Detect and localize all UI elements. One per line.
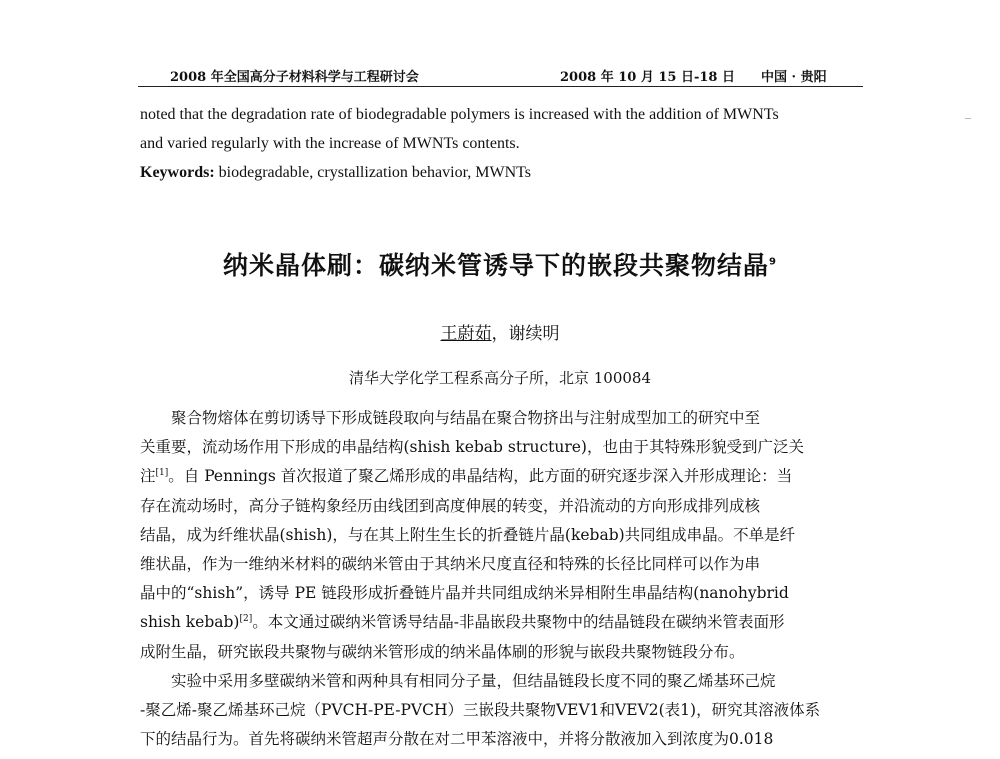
affiliation: 清华大学化学工程系高分子所，北京 100084 [348, 369, 652, 387]
scan-mark [965, 118, 971, 119]
author-separator: ， [491, 324, 509, 344]
body-text [140, 404, 862, 754]
conference-date-location: 2008 年 10 月 15 日-18 日 中国 · 贵阳 [560, 70, 827, 85]
keywords-text: biodegradable, crystallization behavior, MWNTs [214, 164, 532, 181]
english-abstract-tail [140, 100, 870, 187]
body-line: 注[1]。自 Pennings 首次报道了聚乙烯形成的串晶结构，此方面的研究逐步深入并形成理论：当 [140, 467, 793, 486]
body-line: shish kebab)[2]。本文通过碳纳米管诱导结晶-非晶嵌段共聚物中的结晶链段在碳纳米管表面形 [140, 613, 785, 632]
body-line: 晶中的“shish”，诱导 PE 链段形成折叠链片晶并共同组成纳米异相附生串晶结构(nanohybrid [140, 584, 789, 603]
body-line: -聚乙烯-聚乙烯基环己烷（PVCH-PE-PVCH）三嵌段共聚物VEV1和VEV2(表1)，研究其溶液体系 [140, 701, 821, 720]
title-text: 纳米晶体刷：碳纳米管诱导下的嵌段共聚物结晶 [223, 251, 770, 280]
conference-name: 2008 年全国高分子材料科学与工程研讨会 [170, 70, 419, 85]
header-rule [138, 86, 863, 87]
body-line: 下的结晶行为。首先将碳纳米管超声分散在对二甲苯溶液中，并将分散液加入到浓度为0.018 [140, 730, 774, 749]
running-header [138, 64, 863, 86]
title-footnote-marker: 9 [769, 256, 777, 268]
author-name: 王蔚茹 [440, 324, 492, 344]
body-line: 成附生晶，研究嵌段共聚物与碳纳米管形成的纳米晶体刷的形貌与嵌段共聚物链段分布。 [140, 642, 745, 661]
body-line: 聚合物熔体在剪切诱导下形成链段取向与结晶在聚合物挤出与注射成型加工的研究中至 [171, 409, 761, 427]
body-line: 存在流动场时，高分子链构象经历由线团到高度伸展的转变，并沿流动的方向形成排列成核 [140, 496, 761, 515]
article-title [0, 246, 1000, 282]
citation-marker: [2] [239, 614, 253, 625]
citation-marker: [1] [155, 468, 169, 479]
keywords-label: Keywords: [140, 164, 215, 181]
body-line: 实验中采用多壁碳纳米管和两种具有相同分子量，但结晶链段长度不同的聚乙烯基环己烷 [171, 671, 776, 690]
body-line: 结晶，成为纤维状晶(shish)，与在其上附生生长的折叠链片晶(kebab)共同组成串晶。不单是纤 [140, 525, 796, 544]
author-list [0, 319, 1000, 344]
abstract-line: noted that the degradation rate of biodegradable polymers is increased with the addition of MWNTs [140, 106, 779, 123]
abstract-line: and varied regularly with the increase of MWNTs contents. [140, 135, 520, 152]
keywords-line [140, 158, 870, 187]
body-line: 关重要，流动场作用下形成的串晶结构(shish kebab structure)，也由于其特殊形貌受到广泛关 [140, 438, 804, 457]
author-name: 谢续明 [508, 324, 560, 344]
body-line: 维状晶，作为一维纳米材料的碳纳米管由于其纳米尺度直径和特殊的长径比同样可以作为串 [140, 555, 761, 574]
